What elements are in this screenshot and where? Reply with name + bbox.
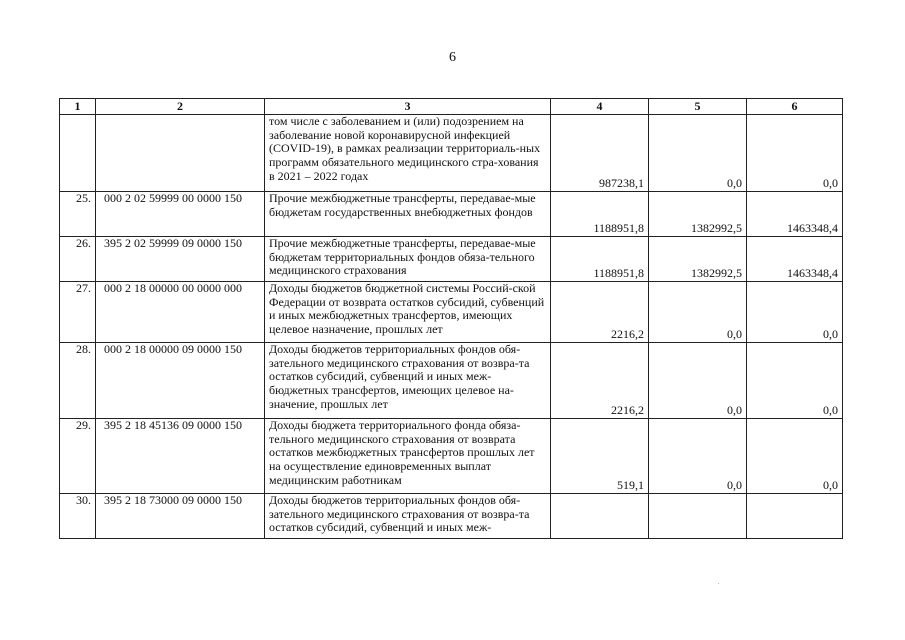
value-col-6: 0,0 [747,419,843,494]
table-row [60,419,843,494]
value-col-4: 2216,2 [551,343,649,419]
row-number: 25. [60,192,96,237]
budget-code: 000 2 18 00000 00 0000 000 [96,282,265,343]
value-col-5: 0,0 [649,282,747,343]
table-row [60,282,843,343]
row-number: 26. [60,237,96,282]
value-col-4: 1188951,8 [551,237,649,282]
table-row [60,494,843,539]
header-cell-3: 3 [265,99,551,115]
table-row [60,343,843,419]
value-col-6: 1463348,4 [747,237,843,282]
budget-code: 395 2 18 73000 09 0000 150 [96,494,265,539]
header-cell-6: 6 [747,99,843,115]
header-cell-4: 4 [551,99,649,115]
row-description: Прочие межбюджетные трансферты, передавае-мые бюджетам государственных внебюджетных фондов [265,192,551,237]
table-row [60,192,843,237]
row-number: 29. [60,419,96,494]
value-col-4: 1188951,8 [551,192,649,237]
value-col-6: 0,0 [747,343,843,419]
budget-table [59,98,843,539]
row-number: 27. [60,282,96,343]
row-description: Доходы бюджетов территориальных фондов обя-зательного медицинского страхования от возвра-та остатков субсидий, субвенций и иных меж- [265,494,551,539]
value-col-6 [747,494,843,539]
value-col-6: 0,0 [747,115,843,192]
budget-code: 395 2 02 59999 09 0000 150 [96,237,265,282]
header-cell-1: 1 [60,99,96,115]
value-col-5: 1382992,5 [649,192,747,237]
row-description: Прочие межбюджетные трансферты, передавае-мые бюджетам территориальных фондов обяза-тельного медицинского страхования [265,237,551,282]
value-col-6: 1463348,4 [747,192,843,237]
value-col-5: 0,0 [649,419,747,494]
value-col-5 [649,494,747,539]
value-col-5: 0,0 [649,343,747,419]
budget-code [96,115,265,192]
table-row [60,115,843,192]
row-number: 30. [60,494,96,539]
budget-code: 000 2 02 59999 00 0000 150 [96,192,265,237]
value-col-4: 987238,1 [551,115,649,192]
header-cell-5: 5 [649,99,747,115]
value-col-4: 519,1 [551,419,649,494]
row-description: Доходы бюджетов территориальных фондов обя-зательного медицинского страхования от возвра-та остатков субсидий, субвенций и иных меж-бюджетных трансфертов, имеющих целевое на-значение, прошлых лет [265,343,551,419]
row-number [60,115,96,192]
scan-speck [718,583,719,584]
page-number: 6 [449,50,456,65]
row-number: 28. [60,343,96,419]
table-header-row [60,99,843,115]
value-col-4 [551,494,649,539]
budget-code: 395 2 18 45136 09 0000 150 [96,419,265,494]
value-col-5: 1382992,5 [649,237,747,282]
table-row [60,237,843,282]
value-col-5: 0,0 [649,115,747,192]
header-cell-2: 2 [96,99,265,115]
value-col-6: 0,0 [747,282,843,343]
budget-code: 000 2 18 00000 09 0000 150 [96,343,265,419]
row-description: Доходы бюджетов бюджетной системы Россий-ской Федерации от возврата остатков субсидий, субвенций и иных межбюджетных трансфертов, имеющих целевое назначение, прошлых лет [265,282,551,343]
row-description: том числе с заболеванием и (или) подозрением на заболевание новой коронавирусной инфекцией (COVID-19), в рамках реализации территориаль-ных программ обязательного медицинского стра-хования в 2021 – 2022 годах [265,115,551,192]
value-col-4: 2216,2 [551,282,649,343]
row-description: Доходы бюджета территориального фонда обяза-тельного медицинского страхования от возврата остатков межбюджетных трансфертов прошлых лет на осуществление единовременных выплат медицинским работникам [265,419,551,494]
